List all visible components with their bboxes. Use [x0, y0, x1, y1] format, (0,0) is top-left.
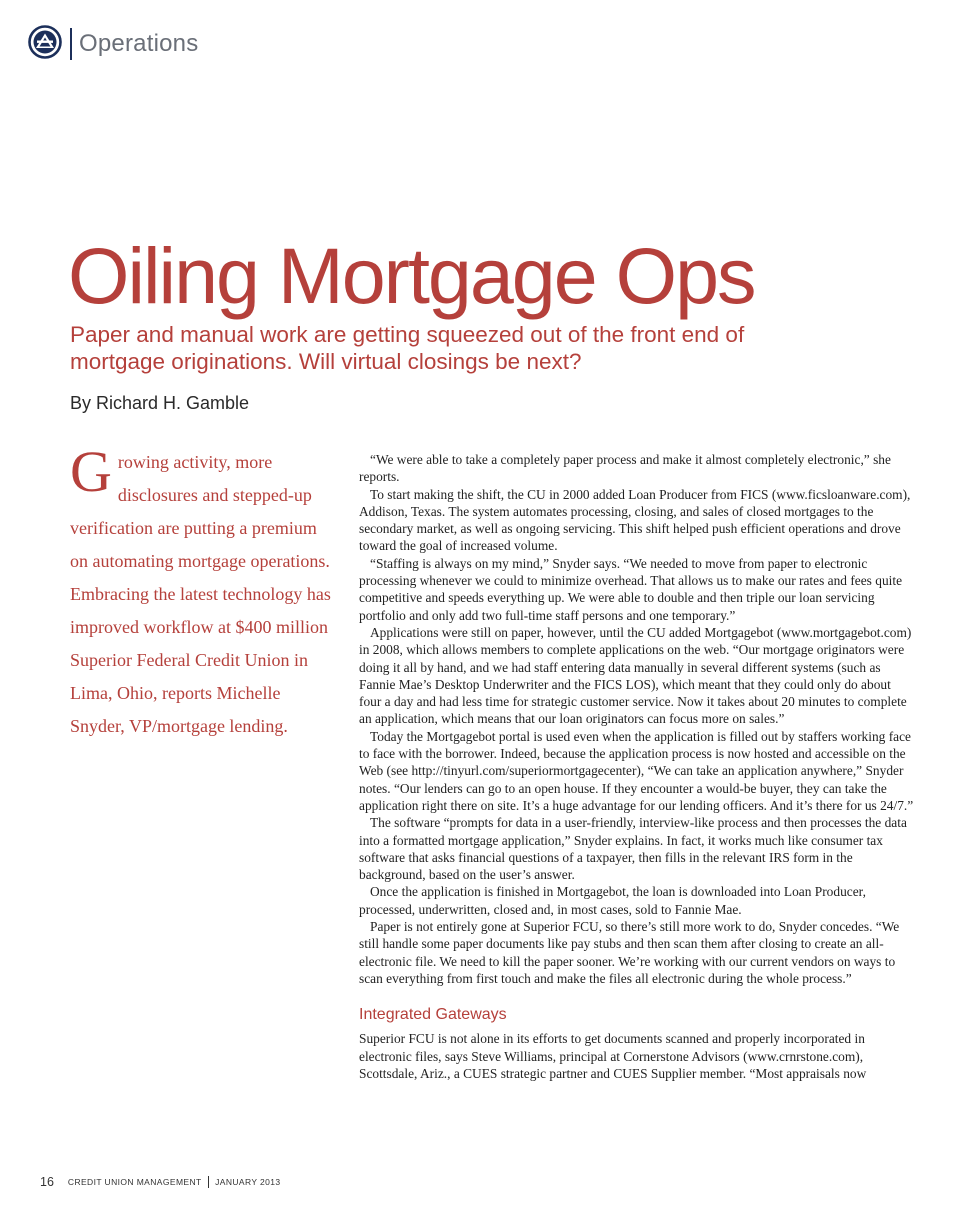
body-paragraph: Today the Mortgagebot portal is used even when the application is filled out by staffers working face to face with the borrower. Indeed, because the application process is now hosted and accessible on the Web (see http://tinyurl.com/superiormortgagecenter), “We can take an application anywhere,” Snyder notes. “Our lenders can go to an open house. If they encounter a would-be buyer, they can take the application right there on site. It’s a huge advantage for our lending officers. And it’s there for us 24/7.”: [359, 728, 914, 813]
section-label: Operations: [79, 30, 199, 57]
pull-quote: [70, 439, 336, 743]
drop-cap: G: [70, 439, 112, 504]
cues-logo-icon: [28, 25, 62, 64]
article-subtitle: Paper and manual work are getting squeezed out of the front end of mortgage originations. Will virtual closings be next?: [70, 322, 745, 374]
page-number: 16: [40, 1175, 54, 1189]
footer-divider: [208, 1176, 210, 1188]
page-header: [28, 27, 198, 61]
pull-quote-text: rowing activity, more disclosures and stepped-up verification are putting a premium on automating mortgage operations. Embracing the latest technology has improved workflow at $400 million Superior Federal Credit Union in Lima, Ohio, reports Michelle Snyder, VP/mortgage lending.: [70, 452, 331, 736]
body-paragraph: Applications were still on paper, however, until the CU added Mortgagebot (www.mortgagebot.com) in 2008, which allows members to complete applications on the web. “Our mortgage originators were doing it all by hand, and we had staff entering data manually in several different systems (such as Fannie Mae’s Desktop Underwriter and the FICS LOS), which meant that they could only do about four a day and had less time for strategic customer service. Now it takes about 20 minutes to complete an application, which means that our loan originators can focus more on sales.”: [359, 624, 912, 727]
body-paragraph: To start making the shift, the CU in 2000 added Loan Producer from FICS (www.ficsloanware.com), Addison, Texas. The system automates processing, closing, and sales of closed mortgages to the secondary market, as well as ongoing servicing. This shift helped push efficient operations and drove toward the goal of increased volume.: [359, 486, 911, 554]
article-body: [359, 451, 914, 1082]
body-paragraph: The software “prompts for data in a user-friendly, interview-like process and then processes the data into a formatted mortgage application,” Snyder explains. In fact, it works much like consumer tax software that asks financial questions of a taxpayer, then fills in the relevant IRS form in the background, based on the user’s answer.: [359, 815, 907, 883]
publication-name: CREDIT UNION MANAGEMENT: [67, 1177, 202, 1187]
section-subhead: Integrated Gateways: [359, 1006, 507, 1024]
article-title: Oiling Mortgage Ops: [68, 231, 755, 320]
page-footer: [40, 1175, 281, 1189]
body-paragraph: Paper is not entirely gone at Superior FCU, so there’s still more work to do, Snyder concedes. “We still handle some paper documents like pay stubs and then scan them after closing to create an all-electronic file. We need to kill the paper sooner. We’re working with our current vendors on ways to scan everything from first touch and make the files all electronic during the whole process.”: [359, 919, 900, 986]
body-paragraph: “We were able to take a completely paper process and make it almost completely electronic,” she reports.: [359, 452, 891, 485]
byline: By Richard H. Gamble: [70, 393, 250, 413]
issue-date: JANUARY 2013: [215, 1177, 281, 1187]
body-paragraph: Superior FCU is not alone in its efforts to get documents scanned and properly incorporated in electronic files, says Steve Williams, principal at Cornerstone Advisors (www.crnrstone.com), Scottsdale, Ariz., a CUES strategic partner and CUES Supplier member. “Most appraisals now: [359, 1031, 867, 1081]
body-paragraph: Once the application is finished in Mortgagebot, the loan is downloaded into Loan Producer, processed, underwritten, closed and, in most cases, sold to Fannie Mae.: [359, 884, 866, 917]
header-divider: [70, 28, 72, 60]
body-paragraph: “Staffing is always on my mind,” Snyder says. “We needed to move from paper to electronic processing whenever we could to minimize overhead. That allows us to make our rates and fees quite competitive and speeds everything up. We were able to double and then triple our loan servicing portfolio and only add two full-time staff persons and one temporary.”: [359, 555, 903, 623]
